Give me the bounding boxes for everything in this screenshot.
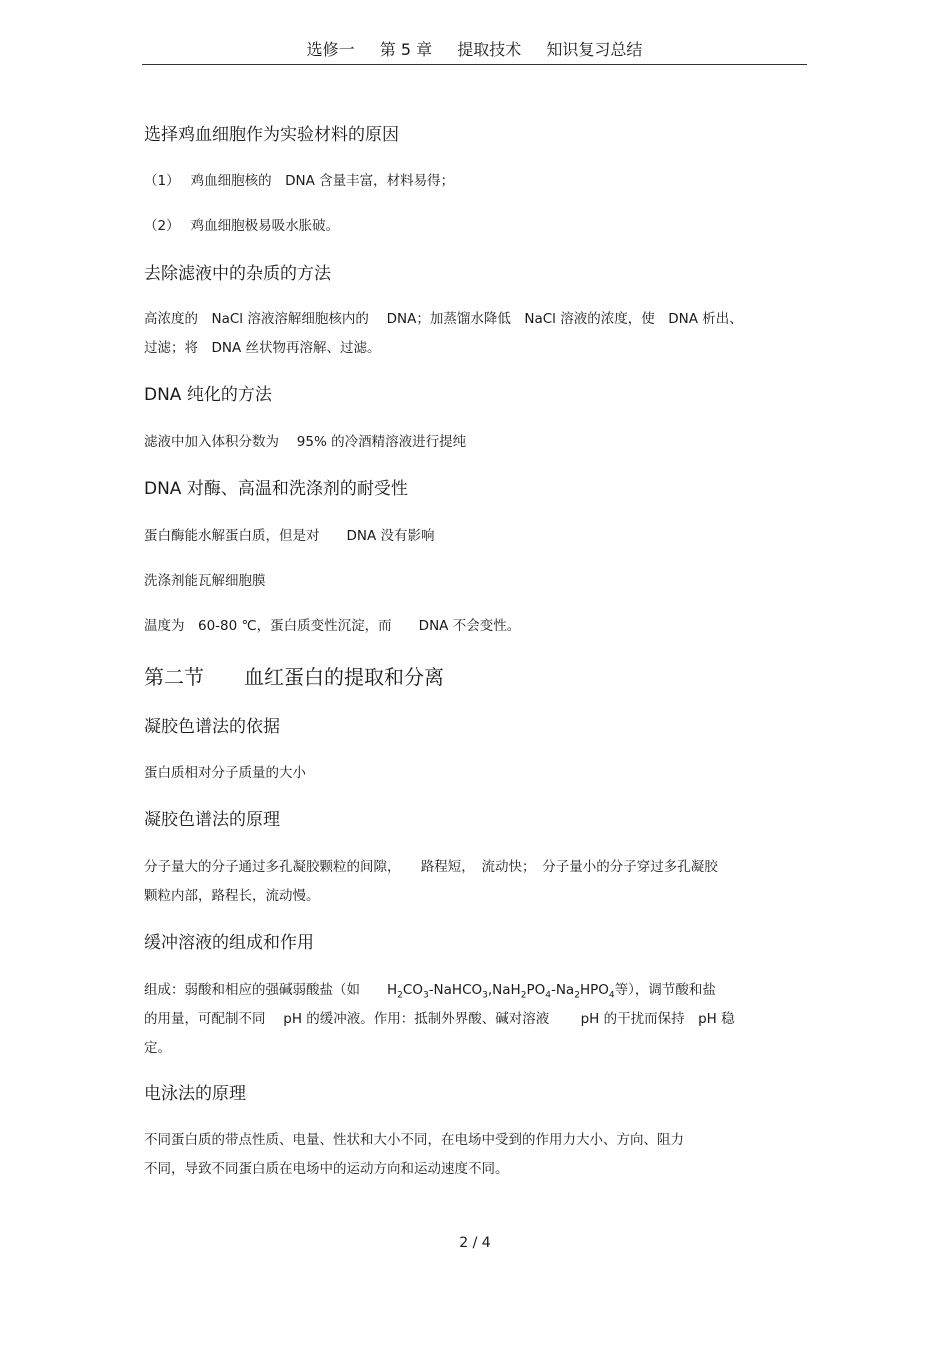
heading-dna-purification: DNA 纯化的方法 bbox=[144, 385, 272, 405]
heading-remove-impurities: 去除滤液中的杂质的方法 bbox=[144, 264, 331, 284]
header-section: 知识复习总结 bbox=[546, 40, 643, 59]
paragraph-buffer-1: 组成：弱酸和相应的强碱弱酸盐（如 $H_2CO_3-NaHCO_3,NaH_2PO_4-Na_2HPO_4$等），调节酸和盐 bbox=[144, 982, 716, 1001]
paragraph-detergent: 洗涤剂能瓦解细胞膜 bbox=[144, 573, 266, 589]
section-title-hemoglobin: 第二节 血红蛋白的提取和分离 bbox=[144, 665, 444, 689]
heading-gel-basis: 凝胶色谱法的依据 bbox=[144, 717, 280, 737]
paragraph-buffer-2: 的用量，可配制不同 pH 的缓冲液。作用：抵制外界酸、碱对溶液 pH 的干扰而保持 pH 稳 bbox=[144, 1011, 735, 1027]
paragraph-gel-principle-1: 分子量大的分子通过多孔凝胶颗粒的间隙， 路程短， 流动快； 分子量小的分子穿过多孔凝胶 bbox=[144, 859, 718, 875]
paragraph-remove-impurities-2: 过滤；将 DNA 丝状物再溶解、过滤。 bbox=[144, 340, 381, 356]
heading-electrophoresis: 电泳法的原理 bbox=[144, 1084, 246, 1104]
paragraph-remove-impurities-1: 高浓度的 NaCl 溶液溶解细胞核内的 DNA；加蒸馏水降低 NaCl 溶液的浓度，使 DNA 析出、 bbox=[144, 311, 743, 327]
header-topic: 提取技术 bbox=[457, 40, 522, 59]
paragraph-electrophoresis-2: 不同，导致不同蛋白质在电场中的运动方向和运动速度不同。 bbox=[144, 1161, 509, 1177]
paragraph-temperature: 温度为 60-80 ℃，蛋白质变性沉淀，而 DNA 不会变性。 bbox=[144, 618, 521, 634]
heading-buffer: 缓冲溶液的组成和作用 bbox=[144, 933, 314, 953]
page-header bbox=[142, 38, 807, 65]
paragraph-buffer-3: 定。 bbox=[144, 1040, 171, 1056]
paragraph-gel-basis: 蛋白质相对分子质量的大小 bbox=[144, 765, 306, 781]
heading-gel-principle: 凝胶色谱法的原理 bbox=[144, 810, 280, 830]
reason-2: （2） 鸡血细胞极易吸水胀破。 bbox=[144, 218, 340, 234]
paragraph-electrophoresis-1: 不同蛋白质的带点性质、电量、性状和大小不同，在电场中受到的作用力大小、方向、阻力 bbox=[144, 1132, 684, 1148]
heading-chicken-blood: 选择鸡血细胞作为实验材料的原因 bbox=[144, 125, 399, 145]
paragraph-protease: 蛋白酶能水解蛋白质，但是对 DNA 没有影响 bbox=[144, 528, 435, 544]
header-chapter: 第 5 章 bbox=[379, 40, 433, 59]
reason-1: （1） 鸡血细胞核的 DNA 含量丰富，材料易得； bbox=[144, 173, 455, 189]
heading-dna-tolerance: DNA 对酶、高温和洗涤剂的耐受性 bbox=[144, 479, 408, 499]
header-book: 选修一 bbox=[306, 40, 355, 59]
page-number: 2 / 4 bbox=[459, 1235, 491, 1251]
paragraph-dna-purification: 滤液中加入体积分数为 95% 的冷酒精溶液进行提纯 bbox=[144, 434, 467, 450]
paragraph-gel-principle-2: 颗粒内部，路程长，流动慢。 bbox=[144, 888, 320, 904]
